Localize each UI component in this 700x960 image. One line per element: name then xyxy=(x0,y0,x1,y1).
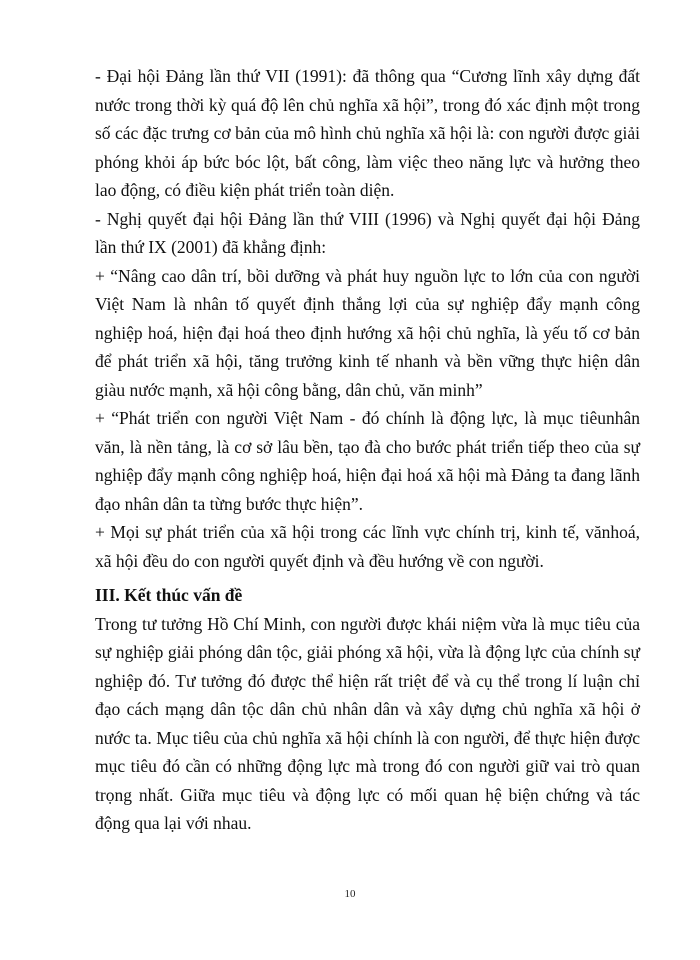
page-number: 10 xyxy=(344,888,356,900)
quote-human-resources: + “Nâng cao dân trí, bồi dưỡng và phát huy nguồn lực to lớn của con người Việt Nam là nhân tố quyết định thắng lợi của sự nghiệp đẩy mạnh công nghiệp hoá, hiện đại hoá theo định hướng xã hội chủ nghĩa, là yếu tố cơ bản để phát triển xã hội, tăng trưởng kinh tế nhanh và bền vững thực hiện dân giàu nước mạnh, xã hội công bằng, dân chủ, văn minh” xyxy=(95,265,640,400)
paragraph-conclusion: Trong tư tưởng Hồ Chí Minh, con người được khái niệm vừa là mục tiêu của sự nghiệp giải phóng dân tộc, giải phóng xã hội, vừa là động lực của chính sự nghiệp đó. Tư tưởng đó được thể hiện rất triệt để và cụ thể trong lí luận chỉ đạo cách mạng dân tộc dân chủ nhân dân và xây dựng chủ nghĩa xã hội ở nước ta. Mục tiêu của chủ nghĩa xã hội chính là con người, để thực hiện được mục tiêu đó cần có những động lực mà trong đó con người giữ vai trò quan trọng nhất. Giữa mục tiêu và động lực có mối quan hệ biện chứng và tác động qua lại với nhau. xyxy=(95,613,640,833)
quote-human-development: + “Phát triển con người Việt Nam - đó chính là động lực, là mục tiêunhân văn, là nền tảng, là cơ sở lâu bền, tạo đà cho bước phát triển tiếp theo của sự nghiệp đẩy mạnh công nghiệp hoá, hiện đại hoá xã hội mà Đảng ta đang lãnh đạo nhân dân ta từng bước thực hiện”. xyxy=(95,408,640,514)
section-heading-conclusion: III. Kết thúc vấn đề xyxy=(95,585,243,605)
document-body xyxy=(95,62,640,838)
paragraph-congress-viii-ix: - Nghị quyết đại hội Đảng lần thứ VIII (1996) và Nghị quyết đại hội Đảng lần thứ IX (2001) đã khẳng định: xyxy=(95,208,640,257)
paragraph-congress-vii: - Đại hội Đảng lần thứ VII (1991): đã thông qua “Cương lĩnh xây dựng đất nước trong thời kỳ quá độ lên chủ nghĩa xã hội”, trong đó xác định một trong số các đặc trưng cơ bản của mô hình chủ nghĩa xã hội là: con người được giải phóng khỏi áp bức bóc lột, bất công, làm việc theo năng lực và hưởng theo lao động, có điều kiện phát triển toàn diện. xyxy=(95,66,640,200)
paragraph-social-development: + Mọi sự phát triển của xã hội trong các lĩnh vực chính trị, kinh tế, vănhoá, xã hội đều do con người quyết định và đều hướng về con người. xyxy=(95,522,640,571)
